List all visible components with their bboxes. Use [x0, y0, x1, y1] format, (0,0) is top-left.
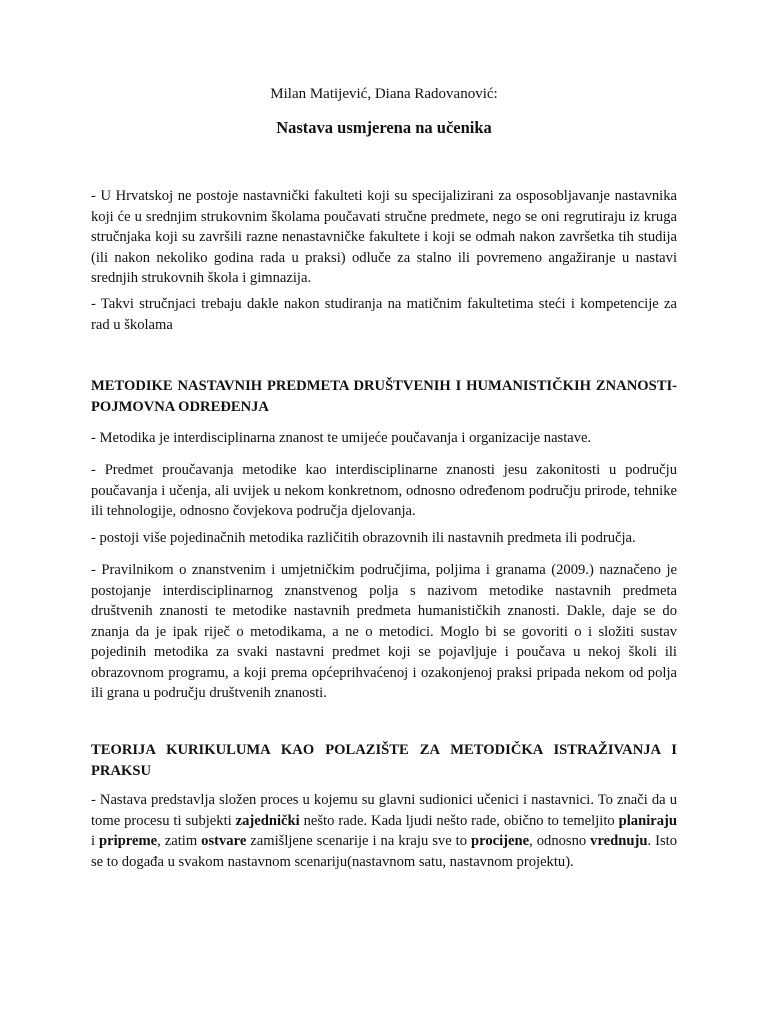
bold-term-zajednicki: zajednički [235, 812, 300, 829]
bold-term-ostvare: ostvare [201, 833, 247, 849]
text-run: , odnosno [529, 833, 591, 849]
text-run: zamišljene scenarije i na kraju sve to [246, 833, 471, 849]
section2-paragraph-1 [91, 790, 677, 872]
text-run: i [91, 833, 100, 849]
text-run: , zatim [157, 833, 202, 849]
document-authors: Milan Matijević, Diana Radovanović: [270, 86, 498, 102]
intro-paragraph-2: - Takvi stručnjaci trebaju dakle nakon studiranja na matičnim fakultetima steći i kompetencije za rad u školama [91, 296, 677, 333]
bold-term-planiraju: planiraju [618, 812, 677, 829]
section1-paragraph-4: - Pravilnikom o znanstvenim i umjetničkim područjima, poljima i granama (2009.) naznačeno je postojanje interdisciplinarnog znanstvenog polja s nazivom metodike nastavnih predmeta društvenih znanosti te metodike nastavnih predmeta humanističkih znanosti. Dakle, daje se do znanja da je ipak riječ o metodikama, a ne o metodici. Moglo bi se govoriti o i složiti sustav pojedinih metodika za svaki nastavni predmet koji se pojavljuje i poučava u nekoj školi ili obrazovnom programu, a koji prema općeprihvaćenoj i ozakonjenoj praksi pripada nekom od polja ili grana u području društvenih znanosti. [91, 562, 677, 701]
section-heading-teorija: TEORIJA KURIKULUMA KAO POLAZIŠTE ZA METODIČKA ISTRAŽIVANJA I PRAKSU [91, 742, 677, 779]
document-title: Nastava usmjerena na učenika [276, 118, 492, 137]
bold-term-procijene: procijene [471, 833, 530, 849]
bold-term-pripreme: pripreme [99, 833, 158, 849]
section1-paragraph-2: - Predmet proučavanja metodike kao interdisciplinarne znanosti jesu zakonitosti u području poučavanja i učenja, ali uvijek u nekom konkretnom, odnosno određenom području prirode, tehnike ili tehnologije, odnosno čovjekova područja djelovanja. [91, 462, 677, 519]
section1-paragraph-1: - Metodika je interdisciplinarna znanost te umijeće poučavanja i organizacije nastave. [91, 430, 592, 446]
section-heading-metodike: METODIKE NASTAVNIH PREDMETA DRUŠTVENIH I HUMANISTIČKIH ZNANOSTI-POJMOVNA ODREĐENJA [91, 378, 677, 415]
text-run: . Isto se to događa u svakom nastavnom scenariju(nastavnom satu, nastavnom projektu). [91, 833, 678, 870]
text-run: nešto rade. Kada ljudi nešto rade, obično to temeljito [299, 812, 619, 829]
intro-paragraph-1: - U Hrvatskoj ne postoje nastavnički fakulteti koji su specijalizirani za osposobljavanje nastavnika koji će u srednjim strukovnim školama poučavati stručne predmete, nego se oni regrutiraju iz kruga stručnjaka koji su završili razne nenastavničke fakultete i koji se odmah nakon završetka tih studija (ili nakon nekoliko godina rada u praksi) odluče za stalno ili povremeno angažiranje u nastavi srednjih strukovnih škola i gimnazija. [91, 188, 677, 286]
section1-paragraph-3: - postoji više pojedinačnih metodika različitih obrazovnih ili nastavnih predmeta ili područja. [91, 530, 636, 546]
text-run: - Nastava predstavlja složen proces u kojemu su glavni sudionici učenici i nastavnici. To znači da u tome procesu ti subjekti [91, 792, 677, 829]
bold-term-vrednuju: vrednuju [590, 833, 648, 849]
